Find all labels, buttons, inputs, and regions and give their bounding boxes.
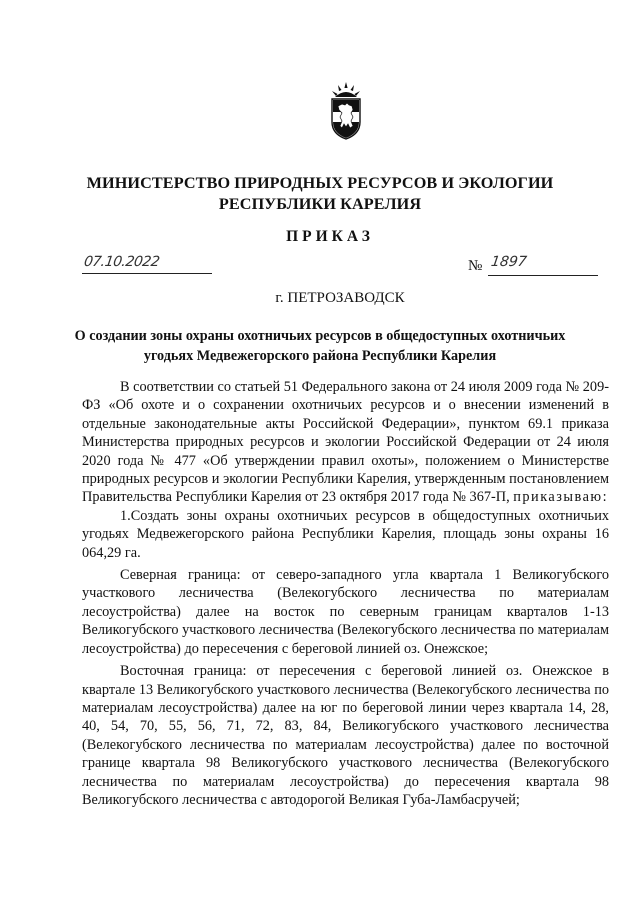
preamble-end: :	[602, 489, 607, 506]
coat-of-arms-icon	[329, 82, 363, 140]
eastern-border-paragraph: Восточная граница: от пересечения с береговой линией оз. Онежское в квартале 13 Великогубского участкового лесничества (Велекогубского лесничества по материалам лесоустройства) далее на юг по береговой линии через квартала 14, 28, 40, 54, 70, 55, 56, 71, 72, 83, 84, Великогубского участкового лесничества (Велекогубского лесничества по материалам лесоустройства) далее по восточной границе квартала 98 Великогубского участкового лесничества (Велекогубского лесничества по материалам лесоустройства) до пересечения квартала 98 Великогубского лесничества с автодорогой Великая Губа-Ламбасручей;	[82, 663, 609, 808]
preamble-text: В соответствии со статьей 51 Федерального закона от 24 июля 2009 года № 209-ФЗ «Об охоте и о сохранении охотничьих ресурсов и о внесении изменений в отдельные законодательные акты Российской Федерации», пунктом 69.1 приказа Министерства природных ресурсов и экологии Российской Федерации от 24 июля 2020 года № 477 «Об утверждении правил охоты», положением о Министерстве природных ресурсов и экологии Республики Карелия, утвержденным постановлением Правительства Республики Карелия от 23 октября 2017 года № 367-П,	[82, 379, 609, 506]
order-number: 1897	[489, 254, 528, 270]
order-date: 07.10.2022	[82, 254, 161, 270]
city-name: г. ПЕТРОЗАВОДСК	[275, 290, 405, 306]
ministry-name-line2: РЕСПУБЛИКИ КАРЕЛИЯ	[218, 195, 422, 213]
number-underline	[488, 274, 598, 276]
order-number-label: №	[468, 258, 483, 274]
order-title: ПРИКАЗ	[286, 228, 374, 245]
date-underline	[82, 272, 212, 274]
northern-border-paragraph: Северная граница: от северо-западного угла квартала 1 Великогубского участкового лесничества (Велекогубского лесничества по материалам лесоустройства) далее на восток по северным границам кварталов 1-13 Великогубского участкового лесничества (Велекогубского лесничества по материалам лесоустройства) до пересечения с береговой линией оз. Онежское;	[82, 567, 609, 657]
order-subject-line1: О создании зоны охраны охотничьих ресурсов в общедоступных охотничьих	[74, 328, 566, 344]
ministry-name-line1: МИНИСТЕРСТВО ПРИРОДНЫХ РЕСУРСОВ И ЭКОЛОГИИ	[86, 174, 554, 192]
order-word: приказываю	[513, 489, 603, 506]
preamble-paragraph	[82, 378, 609, 507]
order-body	[82, 378, 609, 813]
order-subject-line2: угодьях Медвежегорского района Республики Карелия	[143, 348, 497, 364]
clause-1-paragraph: 1.Создать зоны охраны охотничьих ресурсов в общедоступных охотничьих угодьях Медвежегорского района Республики Карелия, площадь зоны охраны 16 064,29 га.	[82, 507, 609, 561]
